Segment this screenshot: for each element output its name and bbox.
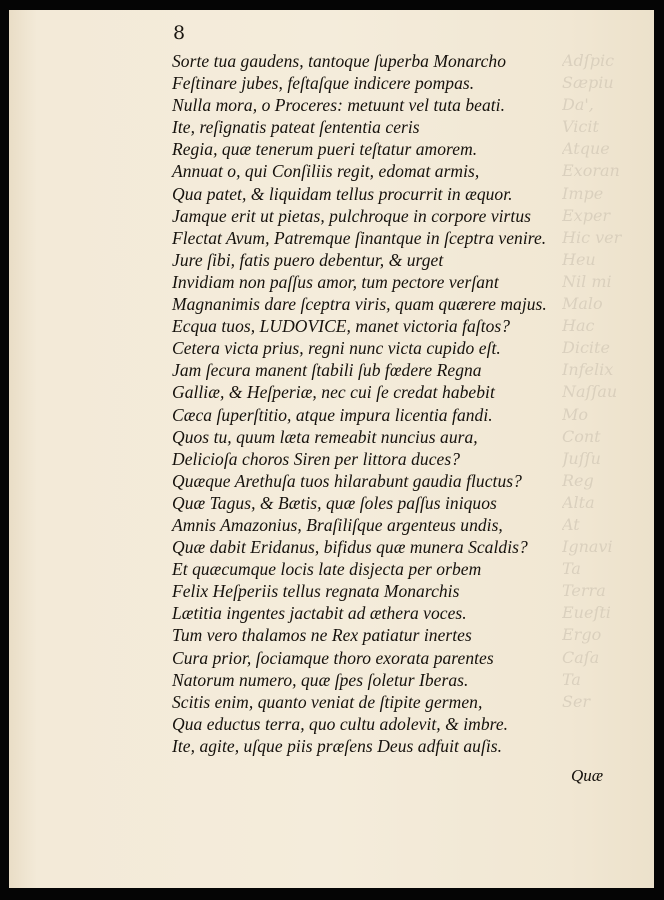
show-through-line: Alta [562,492,595,512]
verse-line: Ecqua tuos, LUDOVICE, manet victoria faſtos? [172,316,511,337]
show-through-line: Nil mi [562,271,612,291]
show-through-line: Reg [562,470,594,490]
verse-line: Jamque erit ut pietas, pulchroque in corpore virtus [172,205,531,226]
verse-line: Galliæ, & Heſperiæ, nec cui ſe credat habebit [172,382,495,403]
verse-line: Invidiam non paſſus amor, tum pectore verſant [172,271,499,292]
verse-line: Cura prior, ſociamque thoro exorata parentes [172,647,494,668]
verse-line: Jam ſecura manent ſtabili ſub fœdere Regna [172,360,482,381]
verse-line: Flectat Avum, Patremque ſinantque in ſceptra venire. [172,227,547,248]
show-through-line: Adſpic [562,51,615,70]
verse-line: Quæ dabit Eridanus, bifidus quæ munera Scaldis? [172,537,528,558]
show-through-line: Vicit [562,117,599,137]
page-number: 8 [173,22,186,44]
show-through-line: Cont [562,426,601,446]
show-through-line: Juſſu [562,448,601,468]
show-through-line: Ergo [562,625,602,645]
verse-line: Amnis Amazonius, Braſiliſque argenteus undis, [172,514,503,535]
show-through-line: Ta [562,559,581,579]
show-through-line: Mo [562,404,589,424]
show-through-line: Caſa [562,647,600,667]
show-through-line: Ta [562,669,581,689]
verse-line: Cetera victa prius, regni nunc victa cupido eſt. [172,338,501,359]
verse-line: Nulla mora, o Proceres: metuunt vel tuta beati. [172,95,506,116]
verse-line: Et quæcumque locis late disjecta per orbem [172,559,482,580]
show-through-line: Hic ver [562,227,622,247]
show-through-line: Sæpiu [562,73,614,93]
show-through-line: Terra [562,581,606,601]
verse-line: Jure ſibi, fatis puero debentur, & urget [172,249,444,270]
verse-line: Scitis enim, quanto veniat de ſtipite germen, [172,691,483,712]
show-through-line: Dicite [562,338,610,358]
verse-line: Quos tu, quum læta remeabit nuncius aura, [172,426,478,447]
show-through-line: Ignavi [562,537,613,557]
verse-line: Quæque Arethuſa tuos hilarabunt gaudia fluctus? [172,470,522,491]
show-through-line: Heu [562,249,596,269]
verse-line: Feſtinare jubes, feſtaſque indicere pompas. [172,73,475,94]
verse-line: Lætitia ingentes jactabit ad æthera voces. [172,603,467,624]
show-through-line: Hac [562,316,595,336]
verse-lines [172,50,642,757]
show-through-line: Exoran [562,161,620,181]
verse-line: Delicioſa choros Siren per littora duces? [172,448,461,469]
verse-line: Qua eductus terra, quo cultu adolevit, & imbre. [172,713,509,734]
verse-line: Regia, quæ tenerum pueri teſtatur amorem. [172,139,478,160]
verse-line: Cæca ſuperſtitio, atque impura licentia fandi. [172,404,493,425]
verse-line: Sorte tua gaudens, tantoque ſuperba Monarcho [172,51,507,71]
verse-line: Annuat o, qui Conſiliis regit, edomat armis, [172,161,480,182]
verse-line: Quæ Tagus, & Bætis, quæ ſoles paſſus iniquos [172,492,497,513]
verse-line: Tum vero thalamos ne Rex patiatur inertes [172,625,472,646]
show-through-line: Malo [562,294,603,314]
show-through-line: Da', [562,95,594,115]
verse-line: Natorum numero, quæ ſpes ſoletur Iberas. [172,669,469,690]
show-through-line: Ser [562,691,591,711]
verse-line: Magnanimis dare ſceptra viris, quam quærere majus. [172,294,547,315]
show-through-line: Infelix [562,360,614,380]
show-through-line: Naſſau [562,382,618,402]
verse-line: Qua patet, & liquidam tellus procurrit in æquor. [172,183,513,204]
show-through-line: Atque [562,139,610,159]
show-through-line: At [562,514,580,534]
verse-line: Felix Heſperiis tellus regnata Monarchis [172,581,460,602]
book-page [9,10,654,888]
catchword: Quæ [571,766,604,785]
show-through-line: Eueſti [562,603,611,623]
show-through-line: Impe [562,183,604,203]
show-through-line: Exper [562,205,611,225]
verse-line: Ite, agite, uſque piis præſens Deus adfuit auſis. [172,735,503,756]
verse-line: Ite, reſignatis pateat ſententia ceris [172,117,420,138]
